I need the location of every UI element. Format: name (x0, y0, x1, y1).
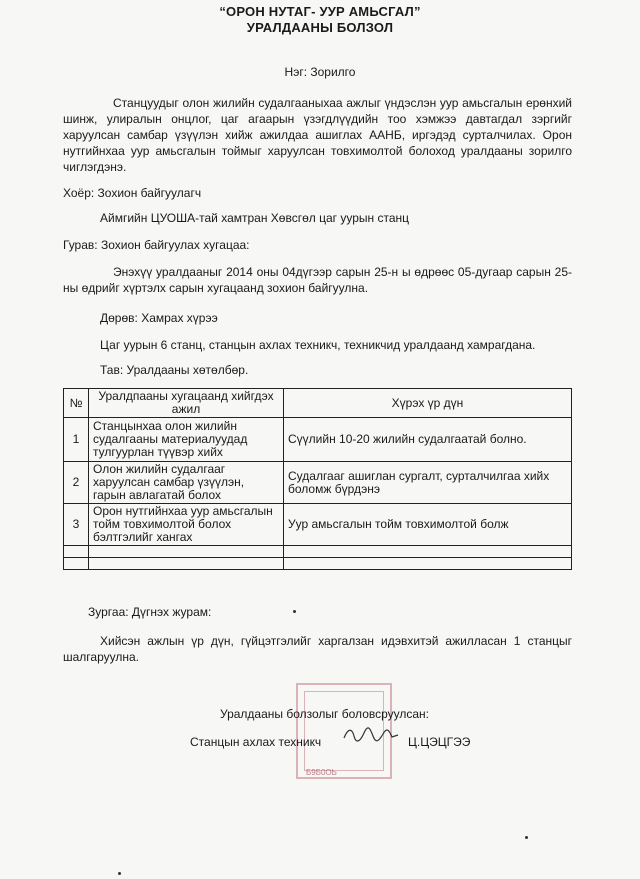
section5-heading: Тав: Уралдааны хөтөлбөр. (100, 363, 249, 377)
section4-heading: Дөрөв: Хамрах хүрээ (100, 311, 218, 325)
table-header-cell: Хүрэх үр дүн (284, 389, 572, 418)
table-cell-empty (64, 558, 89, 570)
table-cell-empty (89, 546, 284, 558)
table-cell: Станцынхаа олон жилийн судалгааны материалуудад тулгуурлан түүвэр хийх (89, 418, 284, 462)
table-cell: 1 (64, 418, 89, 462)
signer-position: Станцын ахлах техникч (190, 735, 322, 749)
section2-heading: Хоёр: Зохион байгуулагч (63, 186, 202, 200)
document-title-line2: УРАЛДААНЫ БОЛЗОЛ (246, 20, 394, 35)
section1-paragraph: Станцуудыг олон жилийн судалгааныхаа ажлыг үндэслэн уур амьсгалын ерөнхий шинж, улиралын онцлог, цаг агаарын үзэгдлүүдийн тоо хэмжээ давтагдал зэргийг харуулсан самбар үзүүлэн хийж ажилдаа ашиглах ААНБ, иргэдэд сурталчилах. Орон нутгийнхаа уур амьсгалын тоймыг харуулсан товхимолтой болоход уралдааны зорилго чиглэгдэнэ. (63, 96, 572, 174)
signer-name: Ц.ЦЭЦГЭЭ (408, 735, 471, 749)
document-title-line1: “ОРОН НУТАГ- УУР АМЬСГАЛ” (219, 4, 421, 19)
table-row (64, 462, 572, 504)
table-cell-empty (89, 558, 284, 570)
table-row (64, 504, 572, 546)
program-table (63, 388, 572, 570)
section3-paragraph: Энэхүү уралдааныг 2014 оны 04дүгээр сарын 25-н ы өдрөөс 05-дугаар сарын 25-ны өдрийг хүртэлх сарын хугацаанд зохион байгуулна. (63, 265, 572, 295)
table-row-empty (64, 558, 572, 570)
scan-speck (118, 872, 121, 875)
scan-speck (293, 610, 296, 613)
section6-paragraph: Хийсэн ажлын үр дүн, гүйцэтгэлийг харгалзан идэвхитэй ажилласан 1 станцыг шалгаруулна. (63, 634, 572, 664)
section4-text: Цаг уурын 6 станц, станцын ахлах техникч, техникчид уралдаанд хамрагдана. (100, 338, 536, 352)
handwritten-signature (342, 724, 400, 746)
scan-speck (525, 836, 528, 839)
table-header-row (64, 389, 572, 418)
section1-heading: Нэг: Зорилго (284, 65, 356, 79)
table-cell: Уур амьсгалын тойм товхимолтой болж (284, 504, 572, 546)
section3-heading: Гурав: Зохион байгуулах хугацаа: (63, 238, 250, 252)
table-row-empty (64, 546, 572, 558)
table-cell: Орон нутгийнхаа уур амьсгалын тойм товхимолтой болох бэлтгэлийг хангах (89, 504, 284, 546)
table-cell-empty (284, 546, 572, 558)
table-row (64, 418, 572, 462)
table-cell-empty (64, 546, 89, 558)
table-cell: Сүүлийн 10-20 жилийн судалгаатай болно. (284, 418, 572, 462)
table-header-cell: № (64, 389, 89, 418)
table-cell: Судалгааг ашиглан сургалт, сурталчилгаа хийх боломж бүрдэнэ (284, 462, 572, 504)
section6-heading: Зургаа: Дүгнэх журам: (88, 605, 212, 619)
section2-text: Аймгийн ЦУОША-тай хамтран Хөвсгөл цаг уурын станц (100, 211, 410, 225)
prepared-by-label: Уралдааны болзолыг боловсруулсан: (220, 707, 430, 721)
table-cell: 2 (64, 462, 89, 504)
table-header-cell: Уралдпааны хугацаанд хийгдэх ажил (89, 389, 284, 418)
stamp-text: Б9Б0ОЬ (306, 768, 337, 777)
table-cell-empty (284, 558, 572, 570)
table-cell: Олон жилийн судалгааг харуулсан самбар үзүүлэн, гарын авлагатай болох (89, 462, 284, 504)
table-cell: 3 (64, 504, 89, 546)
